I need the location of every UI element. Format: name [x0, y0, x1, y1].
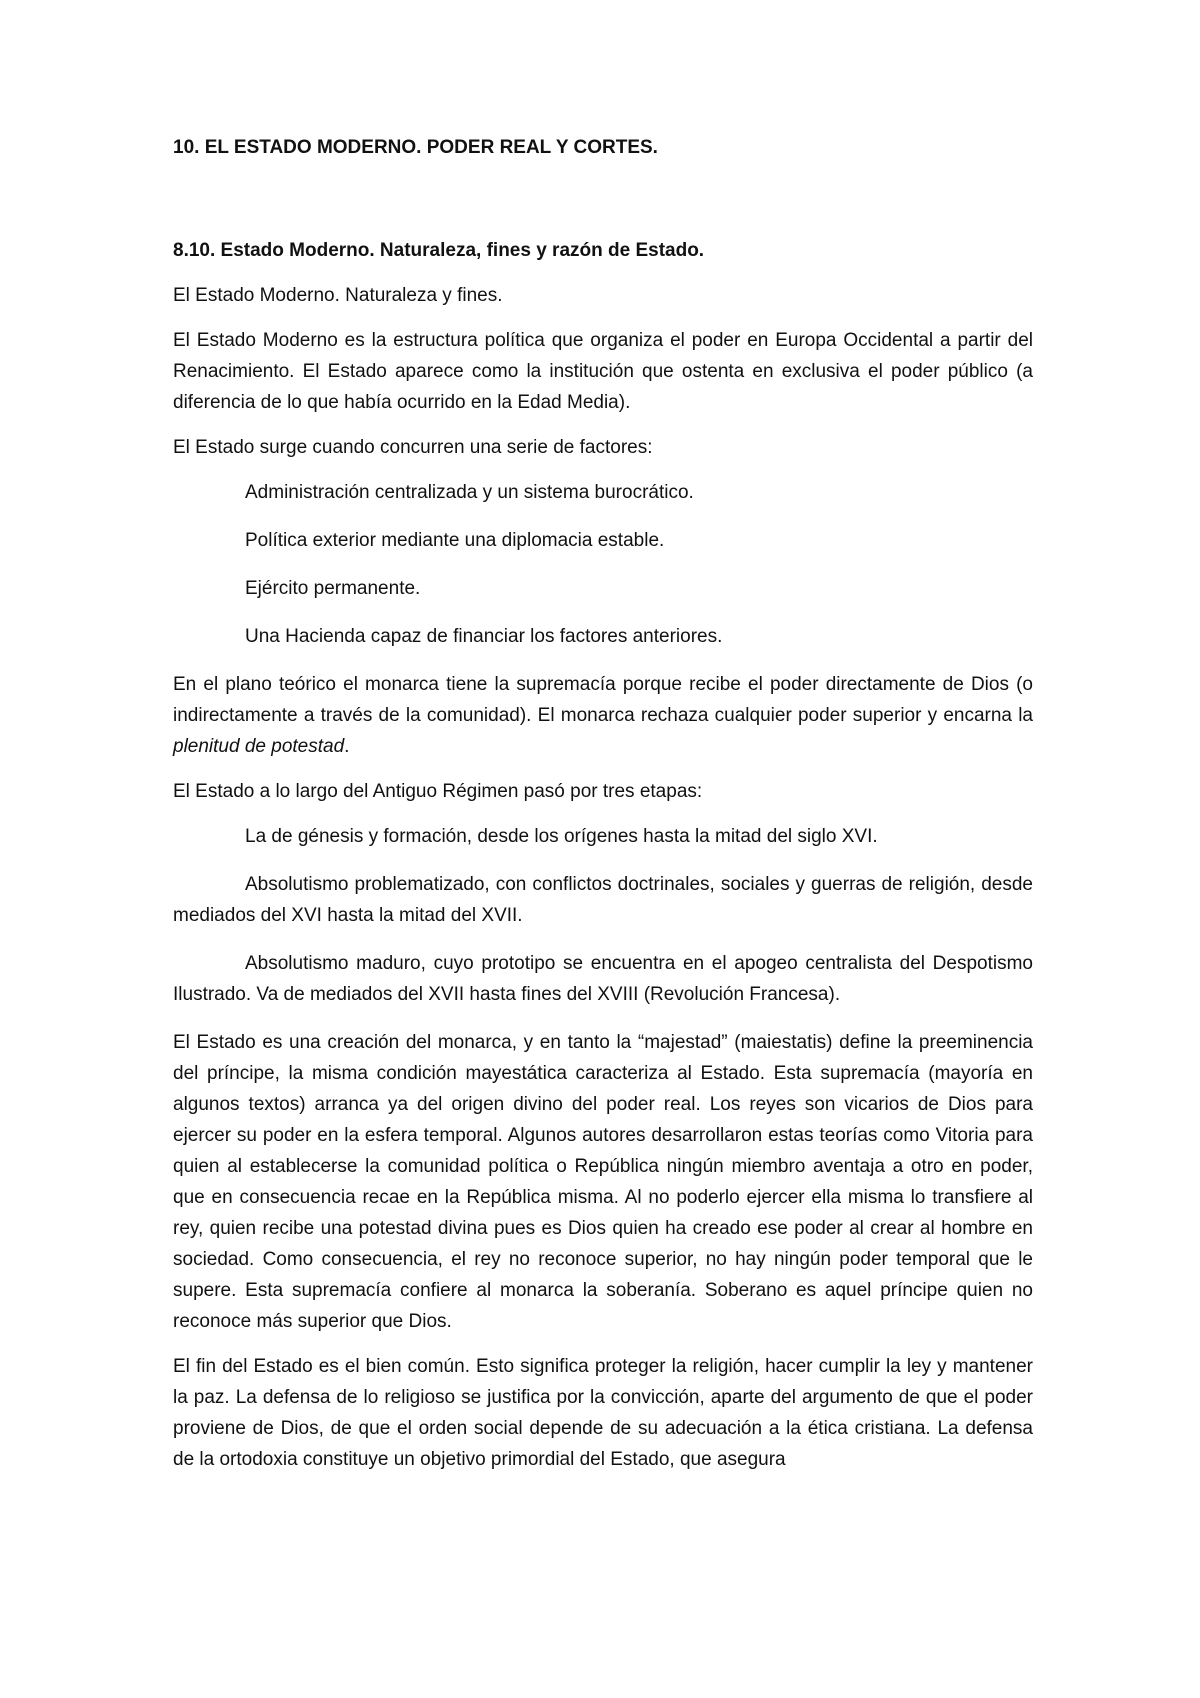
- paragraph-stages-intro: El Estado a lo largo del Antiguo Régimen pasó por tres etapas:: [173, 781, 703, 802]
- paragraph-supremacy-text: En el plano teórico el monarca tiene la supremacía porque recibe el poder directamente de Dios (o indirectamente a través de la comunidad). El monarca rechaza cualquier poder superior y encarna la: [173, 674, 1033, 726]
- paragraph-supremacy: [173, 669, 1033, 762]
- paragraph-factors-intro: El Estado surge cuando concurren una serie de factores:: [173, 437, 653, 458]
- factor-item: Administración centralizada y un sistema burocrático.: [245, 482, 694, 503]
- paragraph-common-good: El fin del Estado es el bien común. Esto significa proteger la religión, hacer cumplir la ley y mantener la paz. La defensa de lo religioso se justifica por la convicción, aparte del argumento de que el poder proviene de Dios, de que el orden social depende de su adecuación a la ética cristiana. La defensa de la ortodoxia constituye un objetivo primordial del Estado, que asegura: [173, 1356, 1033, 1470]
- paragraph-majesty: El Estado es una creación del monarca, y en tanto la “majestad” (maiestatis) define la preeminencia del príncipe, la misma condición mayestática caracteriza al Estado. Esta supremacía (mayoría en algunos textos) arranca ya del origen divino del poder real. Los reyes son vicarios de Dios para ejercer su poder en la esfera temporal. Algunos autores desarrollaron estas teorías como Vitoria para quien al establecerse la comunidad política o República ningún miembro aventaja a otro en poder, que en consecuencia recae en la República misma. Al no poderlo ejercer ella misma lo transfiere al rey, quien recibe una potestad divina pues es Dios quien ha creado ese poder al crear al hombre en sociedad. Como consecuencia, el rey no reconoce superior, no hay ningún poder temporal que le supere. Esta supremacía confiere al monarca la soberanía. Soberano es aquel príncipe quien no reconoce más superior que Dios.: [173, 1032, 1033, 1332]
- document-page: [173, 132, 1033, 1489]
- stage-item: La de génesis y formación, desde los orígenes hasta la mitad del siglo XVI.: [245, 826, 878, 847]
- factor-item: Ejército permanente.: [245, 578, 421, 599]
- paragraph-definition: El Estado Moderno es la estructura política que organiza el poder en Europa Occidental a partir del Renacimiento. El Estado aparece como la institución que ostenta en exclusiva el poder público (a diferencia de lo que había ocurrido en la Edad Media).: [173, 330, 1033, 413]
- paragraph-supremacy-end: .: [344, 736, 350, 757]
- factor-item: Una Hacienda capaz de financiar los factores anteriores.: [245, 626, 723, 647]
- factor-item: Política exterior mediante una diplomacia estable.: [245, 530, 665, 551]
- stage-item: Absolutismo problematizado, con conflictos doctrinales, sociales y guerras de religión, desde mediados del XVI hasta la mitad del XVII.: [173, 874, 1033, 926]
- document-title: 10. EL ESTADO MODERNO. PODER REAL Y CORTES.: [173, 137, 658, 158]
- stage-item: Absolutismo maduro, cuyo prototipo se encuentra en el apogeo centralista del Despotismo Ilustrado. Va de mediados del XVII hasta fines del XVIII (Revolución Francesa).: [173, 953, 1033, 1005]
- plenitud-de-potestad-term: plenitud de potestad: [173, 736, 345, 757]
- subsection-title: El Estado Moderno. Naturaleza y fines.: [173, 285, 503, 306]
- section-title: 8.10. Estado Moderno. Naturaleza, fines y razón de Estado.: [173, 240, 705, 261]
